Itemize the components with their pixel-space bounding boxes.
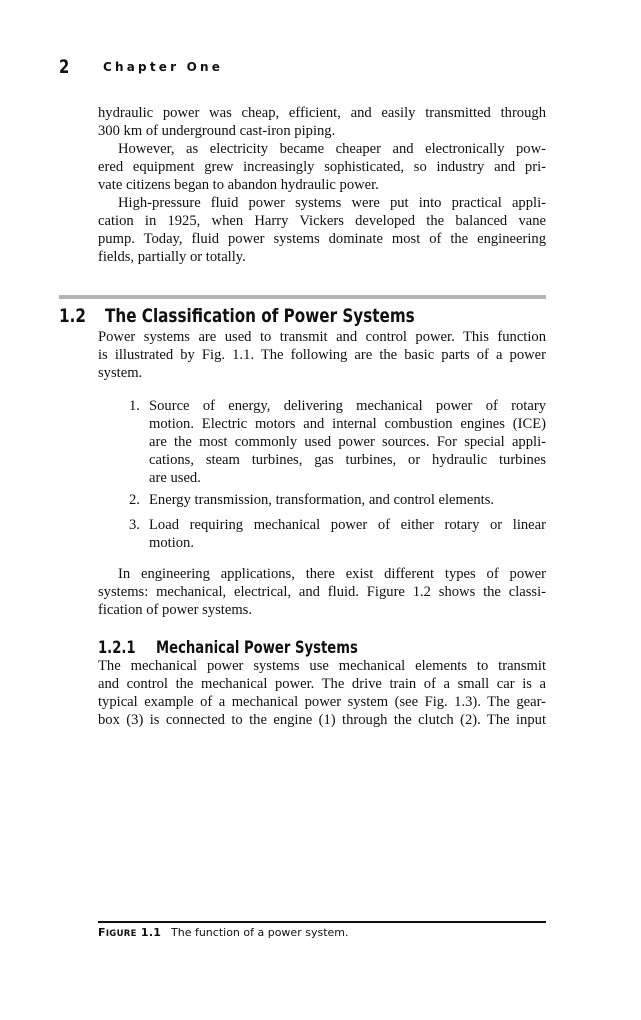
text-line: 300 km of underground cast-iron piping. <box>98 123 336 139</box>
text-line: typical example of a mechanical power system (see Fig. 1.3). The gear- <box>98 694 546 710</box>
list-item <box>129 491 546 509</box>
text-line: systems: mechanical, electrical, and fluid. Figure 1.2 shows the classi- <box>98 584 546 600</box>
intro-text <box>98 104 546 266</box>
text-line: vate citizens began to abandon hydraulic power. <box>98 177 379 193</box>
subsection-title: Mechanical Power Systems <box>156 638 358 657</box>
text-line: fication of power systems. <box>98 602 253 618</box>
text-line: However, as electricity became cheaper and electronically pow- <box>118 141 546 157</box>
section-number: 1.2 <box>59 305 86 327</box>
figure-label <box>98 926 161 939</box>
text-line: are used. <box>149 470 201 486</box>
figure-label-number: 1.1 <box>140 926 162 939</box>
figure-label-initial: F <box>98 926 106 939</box>
text-line: In engineering applications, there exist different types of power <box>118 566 546 582</box>
text-line: ered equipment grew increasingly sophisticated, so industry and pri- <box>98 159 546 175</box>
text-line: Power systems are used to transmit and control power. This function <box>98 329 546 345</box>
section-title: The Classification of Power Systems <box>105 305 415 327</box>
text-line: cations, steam turbines, gas turbines, or hydraulic turbines <box>149 452 546 468</box>
subsection-number: 1.2.1 <box>98 638 136 657</box>
text-line: motion. Electric motors and internal combustion engines (ICE) <box>149 416 546 432</box>
page-number: 2 <box>59 56 70 78</box>
text-line: hydraulic power was cheap, efficient, and easily transmitted through <box>98 105 546 121</box>
text-line: are the most commonly used power sources. For special appli- <box>149 434 546 450</box>
text-line: cation in 1925, when Harry Vickers developed the balanced vane <box>98 213 546 229</box>
text-line: Load requiring mechanical power of either rotary or linear <box>149 517 546 533</box>
text-line: High-pressure fluid power systems were put into practical appli- <box>118 195 546 211</box>
text-line: and control the mechanical power. The drive train of a small car is a <box>98 676 546 692</box>
text-line: fields, partially or totally. <box>98 249 246 265</box>
list-number: 3. <box>129 517 140 533</box>
section-divider <box>59 295 546 299</box>
list-item <box>129 516 546 552</box>
text-line: box (3) is connected to the engine (1) through the clutch (2). The input <box>98 712 546 728</box>
text-line: The mechanical power systems use mechanical elements to transmit <box>98 658 546 674</box>
text-line: pump. Today, fluid power systems dominate most of the engineering <box>98 231 546 247</box>
text-line: is illustrated by Fig. 1.1. The following are the basic parts of a power <box>98 347 546 363</box>
text-line: motion. <box>149 535 194 551</box>
subsection-paragraph <box>98 657 546 729</box>
list-number: 2. <box>129 492 140 508</box>
text-line: system. <box>98 365 143 381</box>
text-line: Energy transmission, transformation, and control elements. <box>149 492 495 508</box>
section-paragraph <box>98 565 546 619</box>
list-number: 1. <box>129 398 140 414</box>
text-line: Source of energy, delivering mechanical power of rotary <box>149 398 546 414</box>
section-paragraph <box>98 328 546 382</box>
figure-caption: The function of a power system. <box>171 926 349 939</box>
figure-label-smallcaps: IGURE <box>105 929 137 939</box>
chapter-label: Chapter One <box>103 60 224 74</box>
list-item <box>129 397 546 487</box>
figure-rule <box>98 921 546 923</box>
